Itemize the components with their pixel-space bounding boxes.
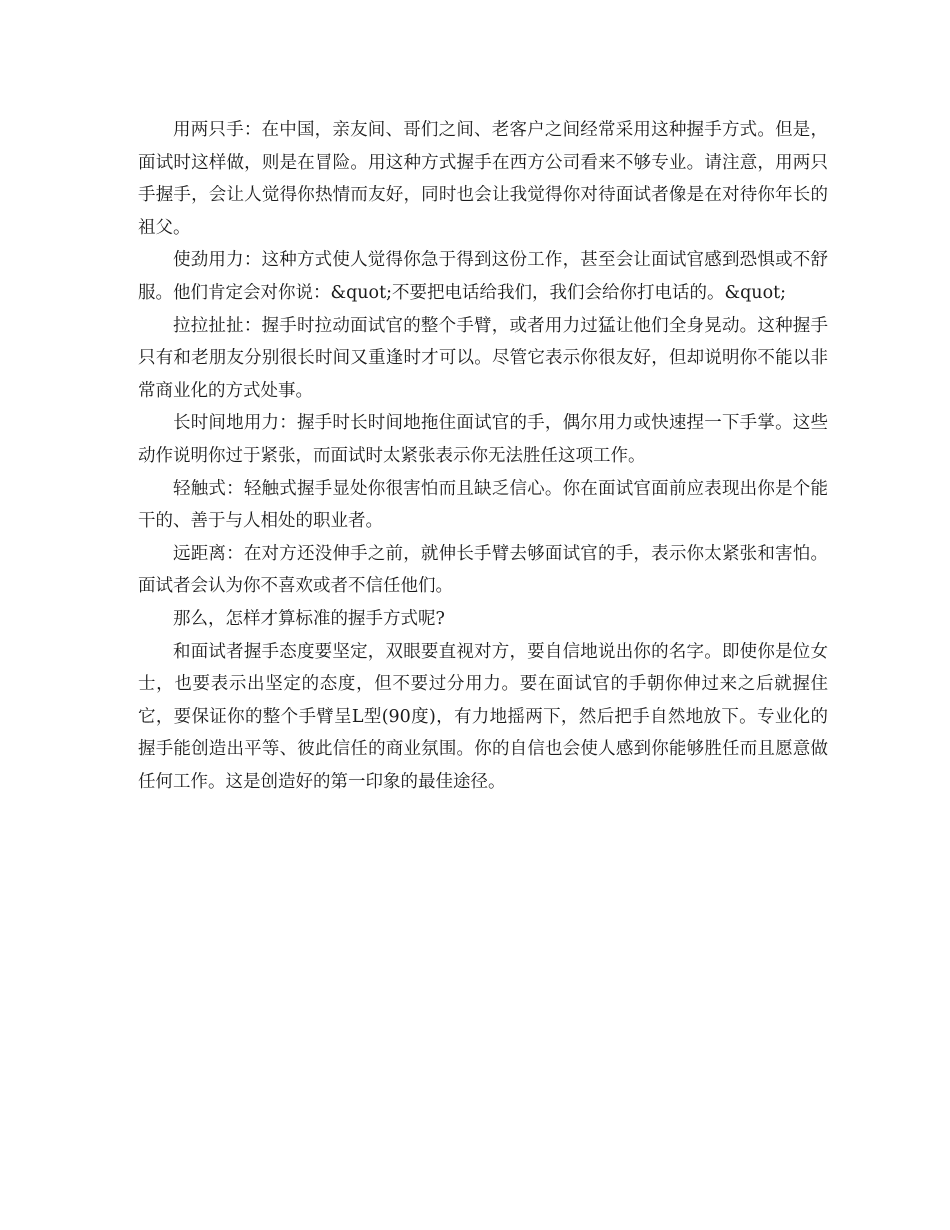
paragraph-long-grip: 长时间地用力：握手时长时间地拖住面试官的手，偶尔用力或快速捏一下手掌。这些动作说明你过于紧张，而面试时太紧张表示你无法胜任这项工作。 xyxy=(138,413,828,466)
paragraph-standard-handshake: 和面试者握手态度要坚定，双眼要直视对方，要自信地说出你的名字。即使你是位女士，也要表示出坚定的态度，但不要过分用力。要在面试官的手朝你伸过来之后就握住它，要保证你的整个手臂呈L型(90度)，有力地摇两下，然后把手自然地放下。专业化的握手能创造出平等、彼此信任的商业氛围。你的自信也会使人感到你能够胜任而且愿意做任何工作。这是创造好的第一印象的最佳途径。 xyxy=(138,641,828,792)
paragraph-light-touch: 轻触式：轻触式握手显处你很害怕而且缺乏信心。你在面试官面前应表现出你是个能干的、善于与人相处的职业者。 xyxy=(138,478,828,532)
paragraph-question: 那么，怎样才算标准的握手方式呢? xyxy=(173,608,445,629)
paragraph-long-distance: 远距离：在对方还没伸手之前，就伸长手臂去够面试官的手，表示你太紧张和害怕。面试者会认为你不喜欢或者不信任他们。 xyxy=(138,543,828,597)
paragraph-pulling: 拉拉扯扯：握手时拉动面试官的整个手臂，或者用力过猛让他们全身晃动。这种握手只有和老朋友分别很长时间又重逢时才可以。尽管它表示你很友好，但却说明你不能以非常商业化的方式处事。 xyxy=(138,315,828,401)
paragraph-force: 使劲用力：这种方式使人觉得你急于得到这份工作，甚至会让面试官感到恐惧或不舒服。他们肯定会对你说：&quot;不要把电话给我们，我们会给你打电话的。&quot; xyxy=(138,250,828,303)
document-body xyxy=(138,114,828,798)
paragraph-two-hands: 用两只手：在中国，亲友间、哥们之间、老客户之间经常采用这种握手方式。但是，面试时这样做，则是在冒险。用这种方式握手在西方公司看来不够专业。请注意，用两只手握手，会让人觉得你热情而友好，同时也会让我觉得你对待面试者像是在对待你年长的祖父。 xyxy=(138,120,828,238)
